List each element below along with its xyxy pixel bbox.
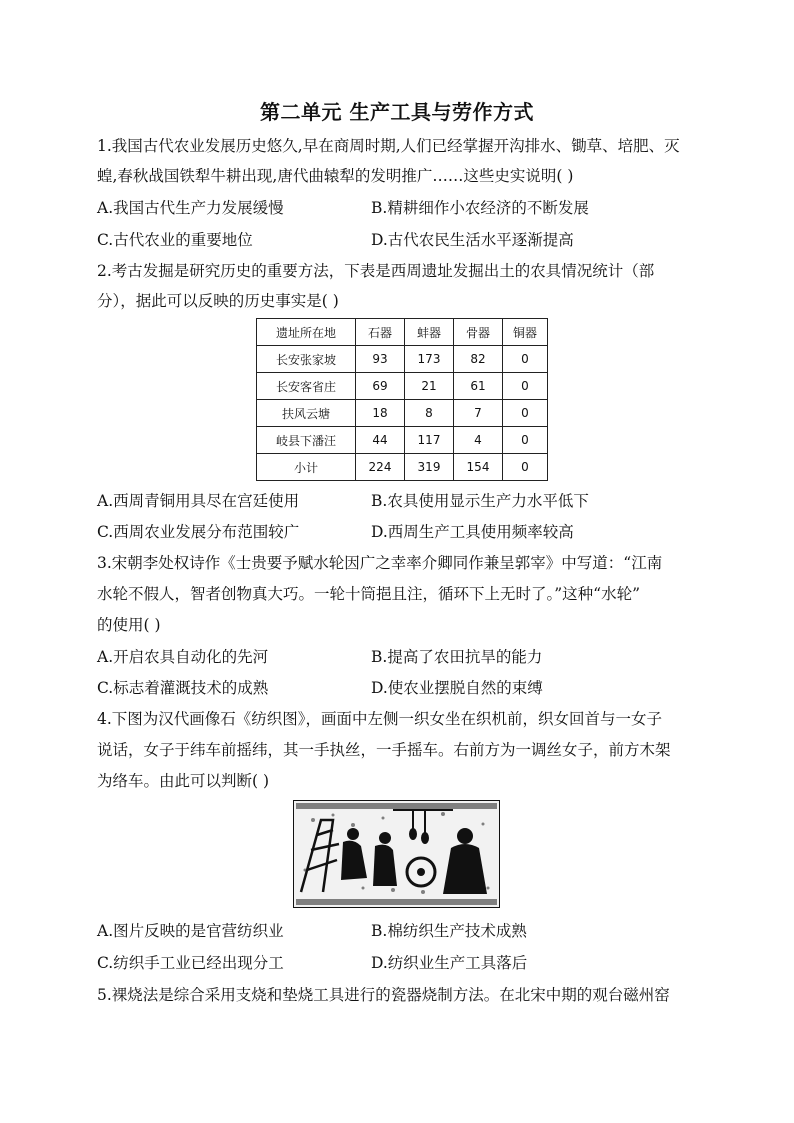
table-cell: 224 bbox=[356, 454, 405, 481]
table-cell: 44 bbox=[356, 427, 405, 454]
table-cell: 173 bbox=[405, 346, 454, 373]
table-header-cell: 蚌器 bbox=[405, 319, 454, 346]
q1-stem-line2: 蝗,春秋战国铁犁牛耕出现,唐代曲辕犁的发明推广……这些史实说明( ) bbox=[97, 167, 574, 185]
table-cell: 117 bbox=[405, 427, 454, 454]
q4-stem-line2: 说话，女子于纬车前摇纬，其一手执丝，一手摇车。右前方为一调丝女子，前方木架 bbox=[97, 741, 671, 759]
q1-option-c[interactable]: C.古代农业的重要地位 bbox=[97, 231, 253, 249]
table-header-cell: 铜器 bbox=[503, 319, 548, 346]
table-row bbox=[257, 373, 548, 400]
table-cell: 93 bbox=[356, 346, 405, 373]
table-header-row bbox=[257, 319, 548, 346]
q4-option-a[interactable]: A.图片反映的是官营纺织业 bbox=[97, 922, 284, 940]
table-cell: 长安张家坡 bbox=[257, 346, 356, 373]
table-row bbox=[257, 454, 548, 481]
q3-stem-line1: 3.宋朝李处权诗作《士贵要予赋水轮因广之幸率介卿同作兼呈郭宰》中写道：“江南 bbox=[97, 554, 663, 572]
q4-stem-line1: 4.下图为汉代画像石《纺织图》，画面中左侧一织女坐在织机前，织女回首与一女子 bbox=[97, 710, 663, 728]
q4-option-b[interactable]: B.棉纺织生产技术成熟 bbox=[371, 922, 527, 940]
q3-option-d[interactable]: D.使农业摆脱自然的束缚 bbox=[371, 679, 543, 697]
unit-title: 第二单元 生产工具与劳作方式 bbox=[260, 100, 534, 124]
table-cell: 0 bbox=[503, 346, 548, 373]
q2-option-a[interactable]: A.西周青铜用具尽在宫廷使用 bbox=[97, 492, 300, 510]
q3-option-b[interactable]: B.提高了农田抗旱的能力 bbox=[371, 648, 543, 666]
table-header-cell: 石器 bbox=[356, 319, 405, 346]
table-cell: 154 bbox=[454, 454, 503, 481]
q2-option-d[interactable]: D.西周生产工具使用频率较高 bbox=[371, 523, 574, 541]
q4-option-d[interactable]: D.纺织业生产工具落后 bbox=[371, 954, 528, 972]
table-header-cell: 骨器 bbox=[454, 319, 503, 346]
q2-option-b[interactable]: B.农具使用显示生产力水平低下 bbox=[371, 492, 589, 510]
q1-option-a[interactable]: A.我国古代生产力发展缓慢 bbox=[97, 199, 284, 217]
table-cell: 岐县下潘汪 bbox=[257, 427, 356, 454]
table-cell: 0 bbox=[503, 454, 548, 481]
q3-stem-line2: 水轮不假人，智者创物真大巧。一轮十筒挹且注，循环下上无时了。”这种“水轮” bbox=[97, 585, 641, 603]
q3-stem-line3: 的使用( ) bbox=[97, 616, 161, 634]
q1-option-b[interactable]: B.精耕细作小农经济的不断发展 bbox=[371, 199, 589, 217]
q3-option-c[interactable]: C.标志着灌溉技术的成熟 bbox=[97, 679, 269, 697]
table-row bbox=[257, 427, 548, 454]
table-cell: 82 bbox=[454, 346, 503, 373]
table-cell: 小计 bbox=[257, 454, 356, 481]
table-cell: 319 bbox=[405, 454, 454, 481]
table-cell: 扶风云塘 bbox=[257, 400, 356, 427]
q1-option-d[interactable]: D.古代农民生活水平逐渐提高 bbox=[371, 231, 574, 249]
q2-stem-line1: 2.考古发掘是研究历史的重要方法，下表是西周遗址发掘出土的农具情况统计（部 bbox=[97, 262, 655, 280]
q3-option-a[interactable]: A.开启农具自动化的先河 bbox=[97, 648, 269, 666]
table-cell: 0 bbox=[503, 400, 548, 427]
q2-option-c[interactable]: C.西周农业发展分布范围较广 bbox=[97, 523, 300, 541]
table-cell: 61 bbox=[454, 373, 503, 400]
table-cell: 18 bbox=[356, 400, 405, 427]
table-cell: 8 bbox=[405, 400, 454, 427]
table-cell: 0 bbox=[503, 427, 548, 454]
table-cell: 21 bbox=[405, 373, 454, 400]
q4-stem-line3: 为络车。由此可以判断( ) bbox=[97, 772, 270, 790]
q1-stem-line1: 1.我国古代农业发展历史悠久,早在商周时期,人们已经掌握开沟排水、锄草、培肥、灭 bbox=[97, 137, 680, 155]
table-header-cell: 遗址所在地 bbox=[257, 319, 356, 346]
table-cell: 4 bbox=[454, 427, 503, 454]
q2-stem-line2: 分），据此可以反映的历史事实是( ) bbox=[97, 292, 339, 310]
table-cell: 69 bbox=[356, 373, 405, 400]
table-cell: 长安客省庄 bbox=[257, 373, 356, 400]
q4-option-c[interactable]: C.纺织手工业已经出现分工 bbox=[97, 954, 284, 972]
farm-tools-table bbox=[256, 318, 548, 481]
table-row bbox=[257, 400, 548, 427]
table-cell: 7 bbox=[454, 400, 503, 427]
table-row bbox=[257, 346, 548, 373]
q5-stem-line1: 5.裸烧法是综合采用支烧和垫烧工具进行的瓷器烧制方法。在北宋中期的观台磁州窑 bbox=[97, 986, 670, 1004]
weaving-relief-image bbox=[293, 800, 500, 908]
table-cell: 0 bbox=[503, 373, 548, 400]
